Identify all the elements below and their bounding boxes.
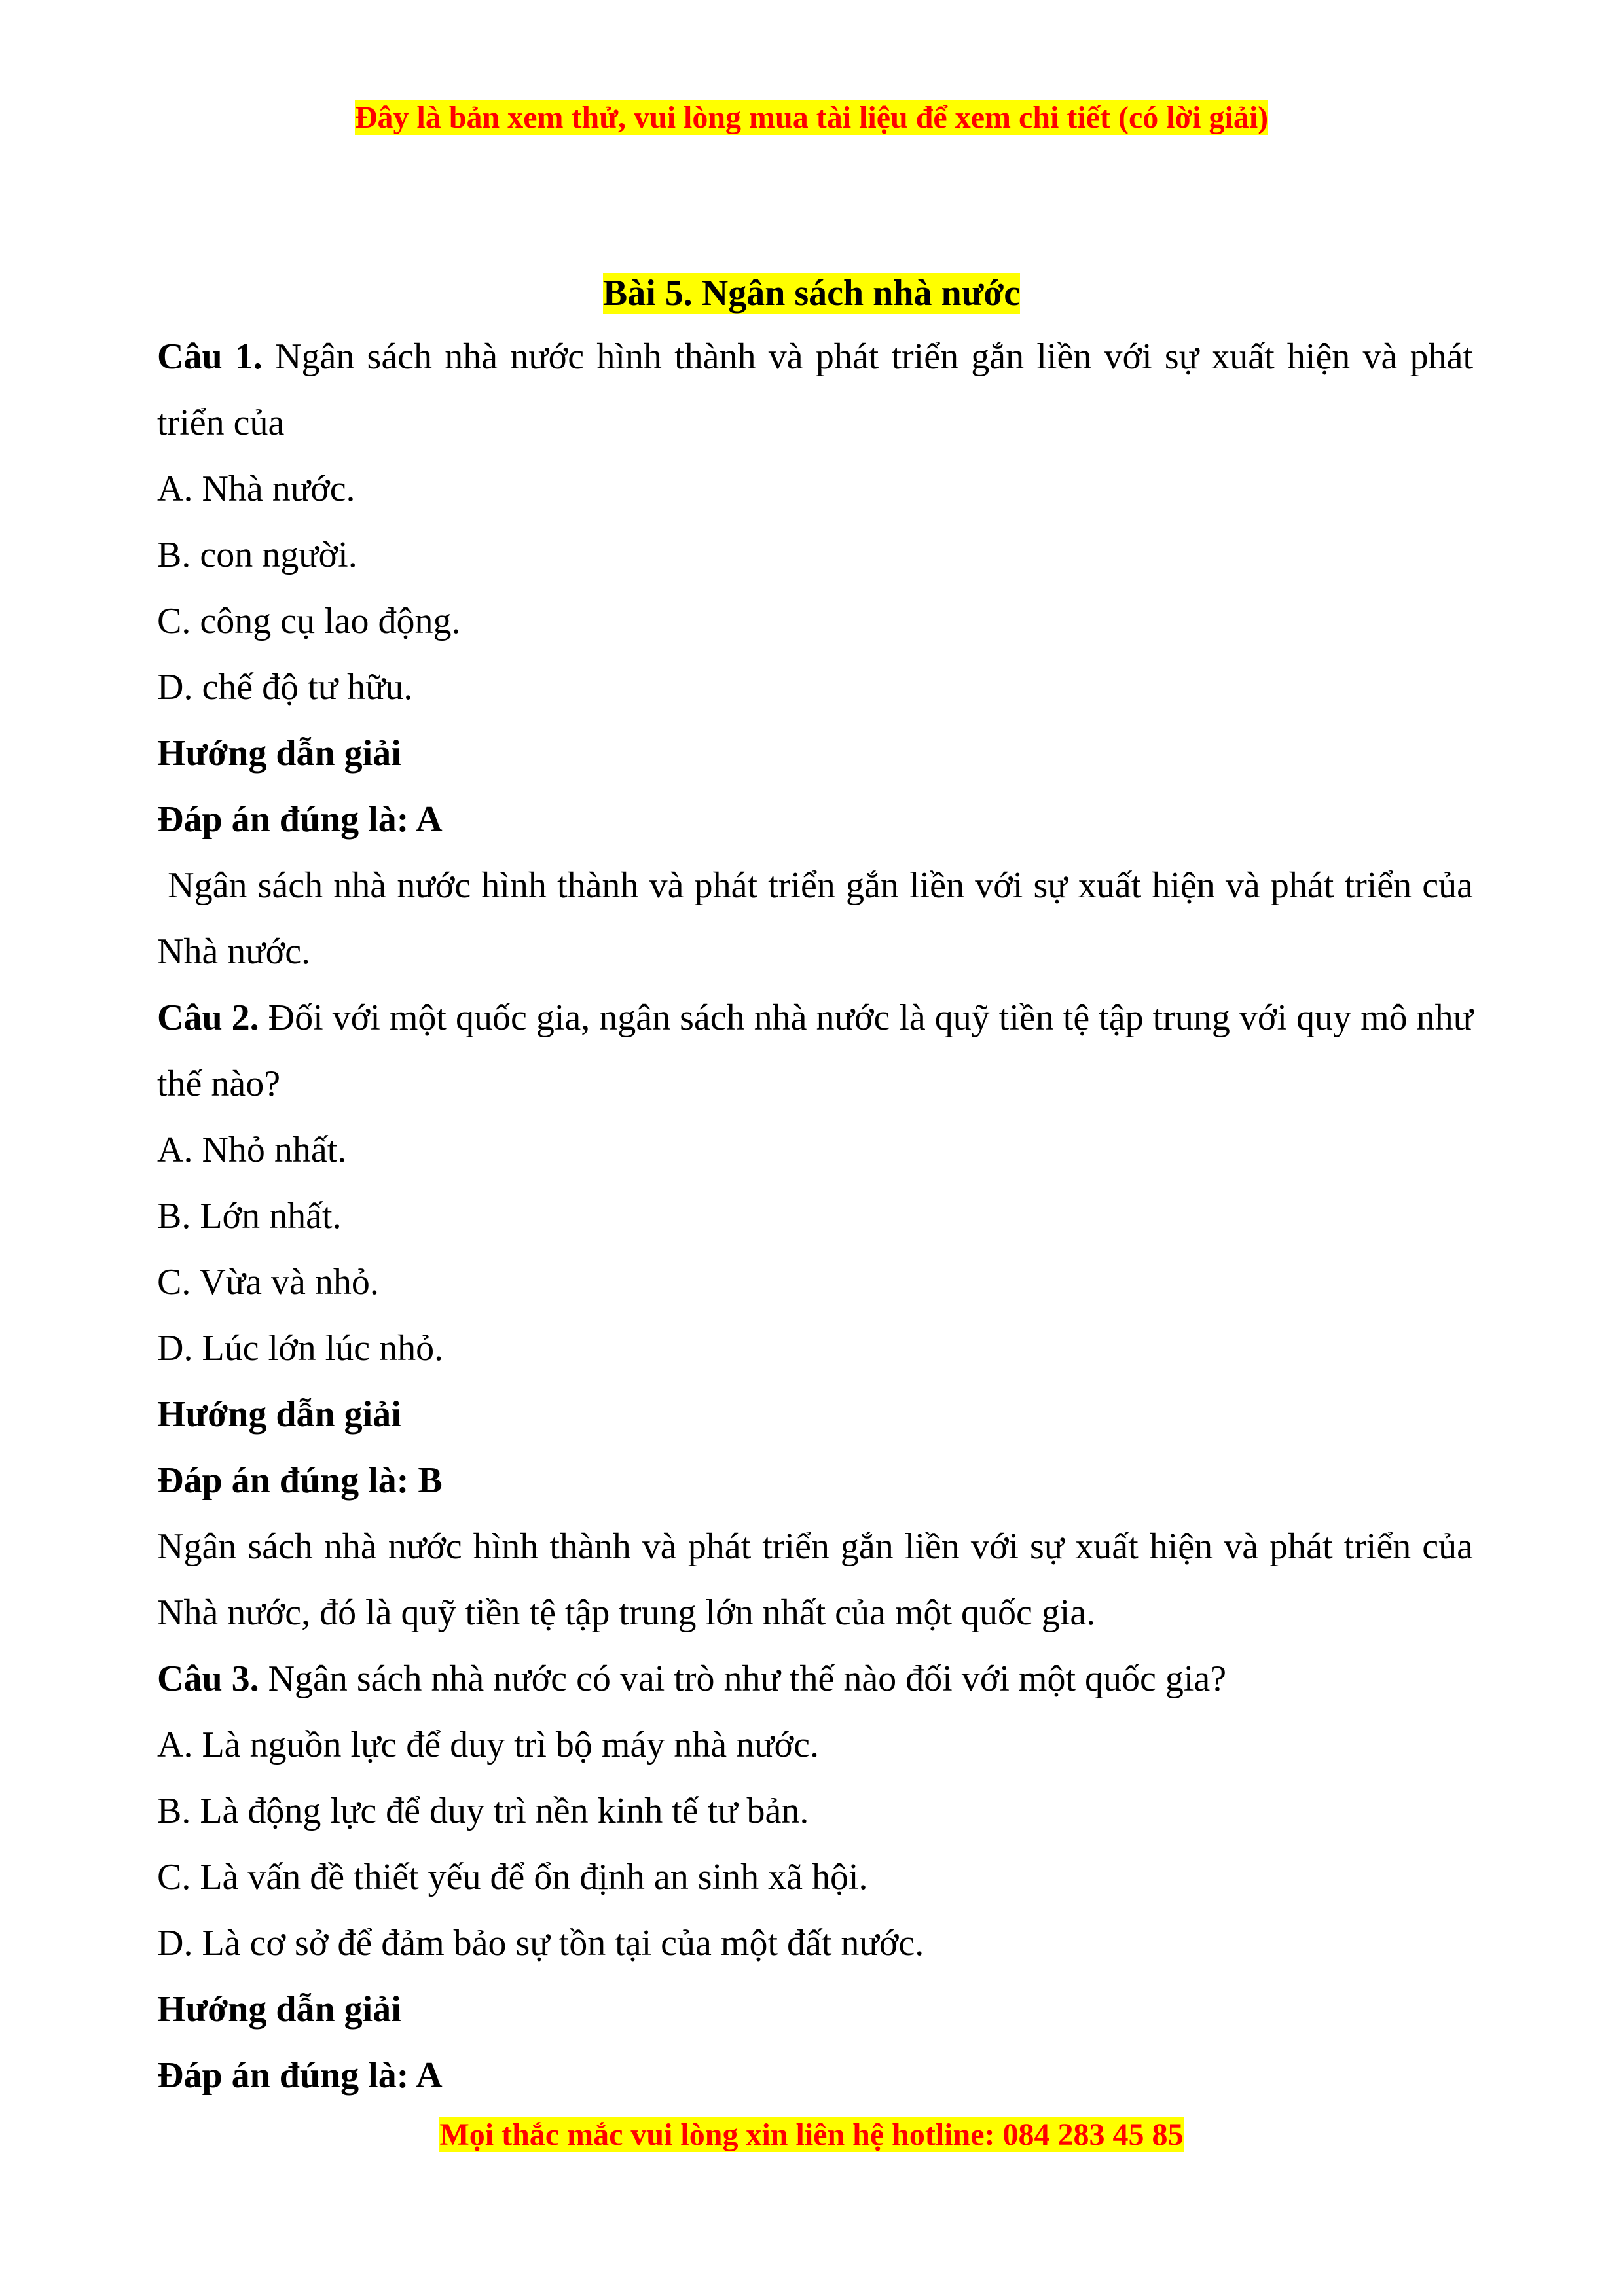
question-label: Câu 3. bbox=[157, 1659, 259, 1699]
option-d: D. chế độ tư hữu. bbox=[157, 667, 413, 708]
page-title-text: Bài 5. Ngân sách nhà nước bbox=[602, 273, 1021, 314]
question-label: Câu 1. bbox=[157, 336, 263, 377]
page-title bbox=[0, 267, 1623, 319]
option-c: C. Là vấn đề thiết yếu để ổn định an sinh xã hội. bbox=[157, 1857, 868, 1897]
option-c: C. Vừa và nhỏ. bbox=[157, 1262, 379, 1302]
question-1 bbox=[157, 324, 1473, 456]
question-label: Câu 2. bbox=[157, 997, 259, 1038]
option-d: D. Lúc lớn lúc nhỏ. bbox=[157, 1328, 444, 1369]
option-d: D. Là cơ sở để đảm bảo sự tồn tại của một đất nước. bbox=[157, 1923, 924, 1964]
option-b: B. Là động lực để duy trì nền kinh tế tư bản. bbox=[157, 1791, 809, 1831]
question-3 bbox=[157, 1646, 1473, 1712]
option-a: A. Nhỏ nhất. bbox=[157, 1130, 347, 1170]
option-a: A. Là nguồn lực để duy trì bộ máy nhà nước. bbox=[157, 1725, 819, 1765]
answer-line: Đáp án đúng là: B bbox=[157, 1460, 443, 1501]
question-2 bbox=[157, 985, 1473, 1117]
preview-notice-text: Đây là bản xem thử, vui lòng mua tài liệu để xem chi tiết (có lời giải) bbox=[354, 100, 1269, 135]
preview-notice bbox=[0, 97, 1623, 139]
guide-heading: Hướng dẫn giải bbox=[157, 1394, 401, 1435]
option-b: B. Lớn nhất. bbox=[157, 1196, 342, 1236]
guide-heading: Hướng dẫn giải bbox=[157, 1989, 401, 2030]
hotline-notice bbox=[0, 2114, 1623, 2156]
question-list bbox=[157, 324, 1483, 2109]
option-b: B. con người. bbox=[157, 535, 357, 575]
guide-heading: Hướng dẫn giải bbox=[157, 733, 401, 774]
hotline-notice-text: Mọi thắc mắc vui lòng xin liên hệ hotline: 084 283 45 85 bbox=[439, 2117, 1184, 2152]
question-text: Ngân sách nhà nước có vai trò như thế nào đối với một quốc gia? bbox=[268, 1659, 1227, 1699]
answer-line: Đáp án đúng là: A bbox=[157, 2055, 443, 2096]
option-c: C. công cụ lao động. bbox=[157, 601, 461, 641]
question-text: Ngân sách nhà nước hình thành và phát triển gắn liền với sự xuất hiện và phát triển của bbox=[157, 336, 1474, 443]
explanation: Ngân sách nhà nước hình thành và phát triển gắn liền với sự xuất hiện và phát triển của Nhà nước, đó là quỹ tiền tệ tập trung lớn nhất của một quốc gia. bbox=[157, 1526, 1473, 1633]
option-a: A. Nhà nước. bbox=[157, 469, 356, 509]
question-text: Đối với một quốc gia, ngân sách nhà nước là quỹ tiền tệ tập trung với quy mô như thế nào? bbox=[157, 997, 1473, 1104]
explanation: Ngân sách nhà nước hình thành và phát triển gắn liền với sự xuất hiện và phát triển của Nhà nước. bbox=[157, 865, 1483, 972]
answer-line: Đáp án đúng là: A bbox=[157, 799, 443, 840]
